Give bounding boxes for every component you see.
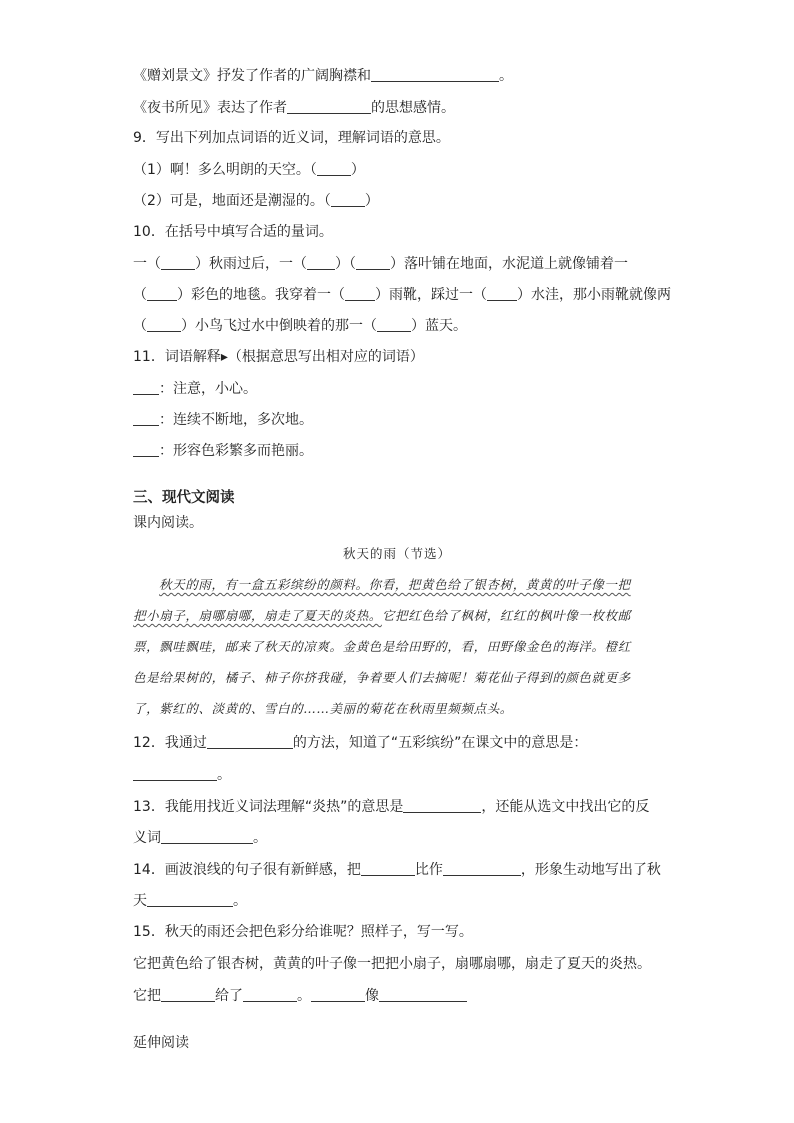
q9-item2-text: （2）可是，地面还是潮湿的。（ [133, 193, 331, 209]
question-10-line-3 [133, 316, 467, 336]
q9-item1-text: （1）啊！多么明朗的天空。（ [133, 162, 317, 178]
answer-blank[interactable] [379, 986, 467, 1002]
question-15-title: 15．秋天的雨还会把色彩分给谁呢？照样子，写一写。 [133, 924, 473, 940]
text: 像 [365, 988, 379, 1004]
answer-blank[interactable] [133, 765, 217, 781]
answer-blank[interactable] [133, 441, 159, 457]
answer-blank[interactable] [356, 255, 390, 270]
wavy-underlined-text: 把小扇子，扇哪扇哪，扇走了夏天的炎热。 [133, 608, 382, 623]
extended-reading-heading: 延伸阅读 [133, 1035, 189, 1051]
punct: 。 [253, 830, 267, 846]
question-9-item-2 [133, 191, 379, 211]
answer-blank[interactable] [133, 379, 159, 395]
punct: 。 [233, 893, 247, 909]
definition-text: ：连续不断地，多次地。 [159, 412, 313, 428]
question-14-line-1 [133, 860, 661, 880]
question-9-title: 9．写出下列加点词语的近义词，理解词语的意思。 [133, 130, 450, 146]
text: 义词 [133, 830, 161, 846]
passage-line-2 [133, 606, 693, 626]
question-11-def-3 [133, 441, 313, 461]
intro-line-2 [133, 98, 455, 118]
passage-line-5: 了，紫红的、淡黄的、雪白的……美丽的菊花在秋雨里频频点头。 [133, 701, 513, 716]
text: ）雨靴，踩过一（ [375, 287, 487, 303]
answer-blank[interactable] [331, 192, 365, 207]
question-13-line-2 [133, 828, 267, 848]
definition-text: ：注意，小心。 [159, 381, 257, 397]
text: （ [133, 318, 147, 334]
text: ）小鸟飞过水中倒映着的那一（ [181, 318, 377, 334]
text: ）水洼，那小雨靴就像两 [517, 287, 671, 303]
text: 给了 [215, 988, 243, 1004]
question-9-item-1 [133, 160, 365, 180]
paren-close: ） [350, 162, 365, 178]
text: 比作 [414, 862, 443, 878]
passage-text: 它把红色给了枫树，红红的枫叶像一枚枚邮 [381, 608, 631, 623]
answer-blank[interactable] [377, 317, 411, 332]
passage-line-4: 色是给果树的，橘子、柿子你挤我碰，争着要人们去摘呢！菊花仙子得到的颜色就更多 [133, 670, 631, 685]
text: 12．我通过 [133, 735, 207, 751]
answer-blank[interactable] [443, 860, 521, 876]
wavy-underlined-text: 秋天的雨，有一盒五彩缤纷的颜料。你看，把黄色给了银杏树，黄黄的叶子像一把 [159, 577, 631, 592]
question-10-line-2 [133, 285, 671, 305]
question-11-def-1 [133, 379, 257, 399]
text: ）彩色的地毯。我穿着一（ [177, 287, 345, 303]
question-10-title: 10．在括号中填写合适的量词。 [133, 224, 333, 240]
answer-blank[interactable] [161, 986, 215, 1002]
section-3-heading: 三、现代文阅读 [133, 490, 235, 506]
punct: 。 [499, 68, 513, 84]
answer-blank[interactable] [487, 286, 517, 301]
answer-blank[interactable] [207, 733, 293, 749]
paren-close: ） [364, 193, 379, 209]
question-13-line-1 [133, 797, 649, 817]
text: （ [133, 287, 147, 303]
section-3-subheading: 课内阅读。 [133, 515, 203, 531]
question-11-title: 11．词语解释▸（根据意思写出相对应的词语） [133, 349, 424, 365]
question-15-template [133, 986, 467, 1006]
question-15-example: 它把黄色给了银杏树，黄黄的叶子像一把把小扇子，扇哪扇哪，扇走了夏天的炎热。 [133, 956, 651, 972]
question-10-line-1 [133, 254, 628, 274]
question-12-line-2 [133, 765, 231, 785]
passage-line-1 [133, 575, 693, 595]
answer-blank[interactable] [403, 797, 481, 813]
question-12-line-1 [133, 733, 587, 753]
text: ，还能从选文中找出它的反 [481, 799, 650, 815]
question-14-line-2 [133, 891, 247, 911]
answer-blank[interactable] [133, 410, 159, 426]
answer-blank[interactable] [345, 286, 375, 301]
answer-blank[interactable] [161, 255, 195, 270]
text: 一（ [133, 256, 161, 272]
passage-line-3: 票，飘哇飘哇，邮来了秋天的凉爽。金黄色是给田野的，看，田野像金色的海洋。橙红 [133, 639, 631, 654]
punct: 。 [217, 767, 231, 783]
text: ）落叶铺在地面，水泥道上就像铺着一 [390, 256, 628, 272]
question-11-def-2 [133, 410, 313, 430]
answer-blank[interactable] [287, 98, 371, 114]
answer-blank[interactable] [307, 255, 335, 270]
text: ）秋雨过后，一（ [195, 256, 307, 272]
answer-blank[interactable] [317, 161, 351, 176]
answer-blank[interactable] [147, 317, 181, 332]
intro-line-1-text: 《赠刘景文》抒发了作者的广阔胸襟和 [133, 68, 371, 84]
text: 14．画波浪线的句子很有新鲜感，把 [133, 862, 361, 878]
answer-blank[interactable] [361, 860, 415, 876]
answer-blank[interactable] [147, 891, 233, 907]
text: ，形象生动地写出了秋 [520, 862, 661, 878]
text: 13．我能用找近义词法理解“炎热”的意思是 [133, 799, 404, 815]
text: 它把 [133, 988, 161, 1004]
answer-blank[interactable] [311, 986, 365, 1002]
passage-title: 秋天的雨（节选） [342, 546, 451, 561]
intro-line-2-text: 《夜书所见》表达了作者 [133, 100, 287, 116]
answer-blank[interactable] [161, 828, 253, 844]
text: ）（ [335, 256, 356, 272]
text: 。 [297, 988, 311, 1004]
answer-blank[interactable] [243, 986, 297, 1002]
text: 天 [133, 893, 147, 909]
answer-blank[interactable] [371, 66, 499, 82]
intro-line-2-end: 的思想感情。 [371, 100, 455, 116]
text: ）蓝天。 [411, 318, 467, 334]
intro-line-1 [133, 66, 513, 86]
answer-blank[interactable] [147, 286, 177, 301]
definition-text: ：形容色彩繁多而艳丽。 [159, 443, 313, 459]
text: 的方法，知道了“五彩缤纷”在课文中的意思是： [292, 735, 588, 751]
